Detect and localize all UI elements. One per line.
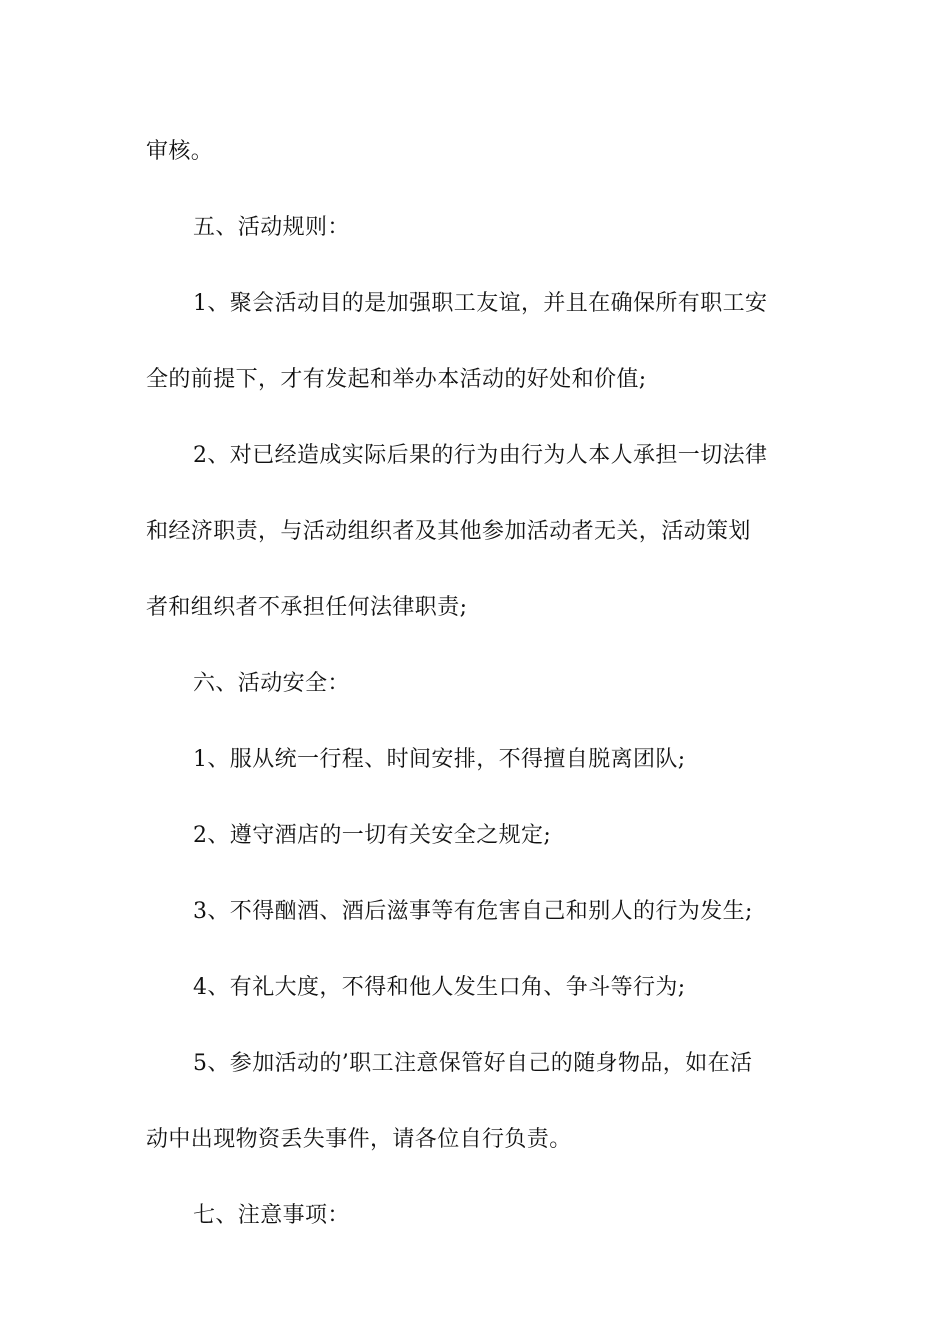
safety-item-2: 2、遵守酒店的一切有关安全之规定; (193, 823, 552, 848)
paragraph-line: 动中出现物资丢失事件，请各位自行负责。 (146, 1127, 572, 1152)
rule-item-2: 2、对已经造成实际后果的行为由行为人本人承担一切法律 (193, 443, 768, 468)
safety-item-1: 1、服从统一行程、时间安排，不得擅自脱离团队; (193, 747, 686, 772)
section-heading-rules: 五、活动规则： (193, 215, 350, 240)
safety-item-3: 3、不得酗酒、酒后滋事等有危害自己和别人的行为发生; (193, 899, 753, 924)
paragraph-line: 者和组织者不承担任何法律职责; (146, 595, 468, 620)
safety-item-4: 4、有礼大度，不得和他人发生口角、争斗等行为; (193, 975, 686, 1000)
rule-item-1: 1、聚会活动目的是加强职工友谊，并且在确保所有职工安 (193, 291, 768, 316)
section-heading-safety: 六、活动安全： (193, 671, 350, 696)
paragraph-line: 全的前提下，才有发起和举办本活动的好处和价值; (146, 367, 647, 392)
safety-item-5: 5、参加活动的’职工注意保管好自己的随身物品，如在活 (193, 1051, 753, 1076)
section-heading-notes: 七、注意事项： (193, 1203, 350, 1228)
paragraph-line: 和经济职责，与活动组织者及其他参加活动者无关，活动策划 (146, 519, 751, 544)
paragraph-line: 审核。 (146, 139, 214, 164)
